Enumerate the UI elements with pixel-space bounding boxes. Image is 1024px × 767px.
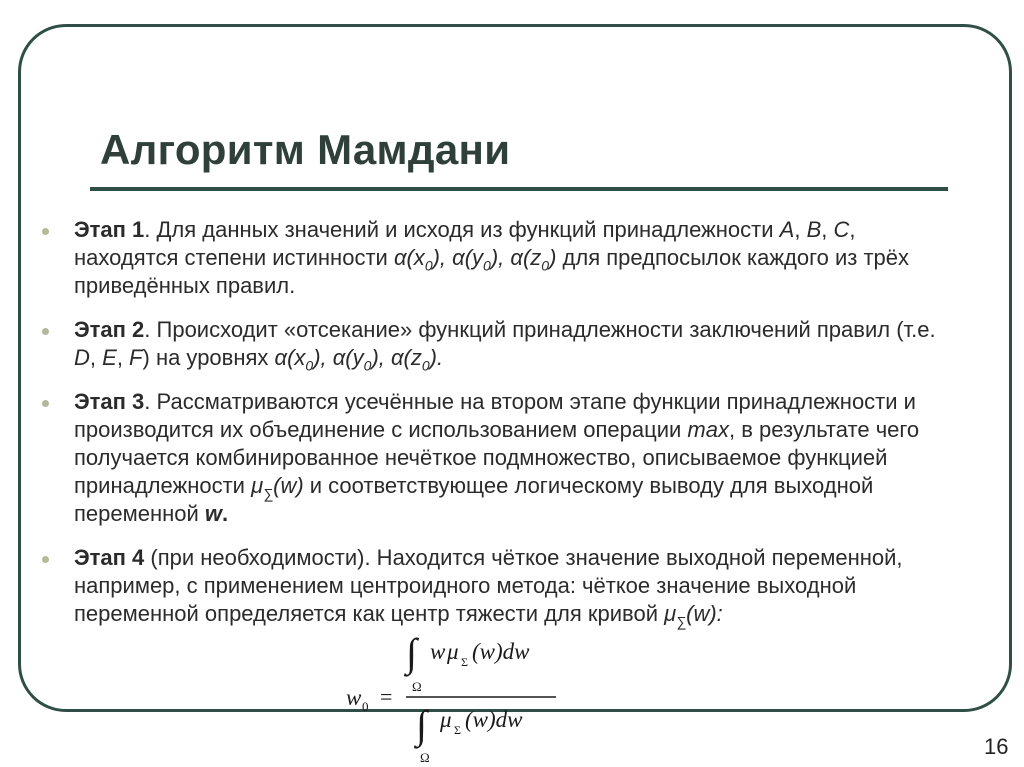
bullet-dot-icon bbox=[42, 556, 49, 563]
centroid-formula bbox=[340, 634, 570, 767]
stage-label: Этап 3 bbox=[74, 389, 145, 414]
svg-text:Σ: Σ bbox=[461, 655, 468, 669]
bullet-dot-icon bbox=[42, 328, 49, 335]
bullet-list bbox=[40, 216, 960, 644]
bullet-stage-4: Этап 4 (при необходимости). Находится чёткое значение выходной переменной, например, с применением центроидного метода: чёткое значение выходной переменной определяется как центр тяжести для кривой $\mu_\sum(w)$: bbox=[40, 544, 960, 628]
slide-title: Алгоритм Мамдани bbox=[100, 126, 511, 173]
integral-sign-numerator: ∫ bbox=[406, 634, 417, 675]
bullet-dot-icon bbox=[42, 228, 49, 235]
svg-text:(w)dw: (w)dw bbox=[465, 707, 523, 732]
svg-text:w: w bbox=[430, 639, 446, 664]
integral-domain-numerator: Ω bbox=[412, 679, 422, 694]
bullet-stage-3: Этап 3. Рассматриваются усечённые на втором этапе функции принадлежности и производится их объединение с использованием операции max, в результате чего получается комбинированное нечёткое подмножество, описываемое функцией принадлежности $\mu_\sum(w)$ и соответствующее логическому выводу для выходной переменной w. bbox=[40, 388, 960, 528]
formula-lhs: w bbox=[346, 685, 362, 710]
svg-text:μ: μ bbox=[440, 707, 452, 732]
integral-sign-denominator: ∫ bbox=[416, 702, 427, 747]
svg-text:=: = bbox=[380, 684, 393, 709]
bullet-stage-1: Этап 1. Для данных значений и исходя из функций принадлежности A, B, C, находятся степени истинности $\alpha(x_0)$, $\alpha(y_0)$, $\alpha(z_0)$ для предпосылок каждого из трёх приведённых правил. bbox=[40, 216, 960, 300]
stage-label: Этап 1 bbox=[74, 217, 145, 242]
stage-label: Этап 2 bbox=[74, 317, 145, 342]
svg-text:Σ: Σ bbox=[454, 723, 461, 737]
svg-text:0: 0 bbox=[362, 699, 369, 714]
svg-text:μ: μ bbox=[447, 639, 459, 664]
integral-domain-denominator: Ω bbox=[420, 750, 430, 765]
svg-text:(w)dw: (w)dw bbox=[472, 639, 530, 664]
page-number: 16 bbox=[984, 734, 1009, 759]
stage-label: Этап 4 bbox=[74, 545, 145, 570]
bullet-stage-2: Этап 2. Происходит «отсекание» функций принадлежности заключений правил (т.е. D, E, F) на уровнях $\alpha(x_0)$, $\alpha(y_0)$, $\alpha(z_0)$. bbox=[40, 316, 960, 372]
title-underline bbox=[90, 187, 948, 191]
bullet-dot-icon bbox=[42, 400, 49, 407]
